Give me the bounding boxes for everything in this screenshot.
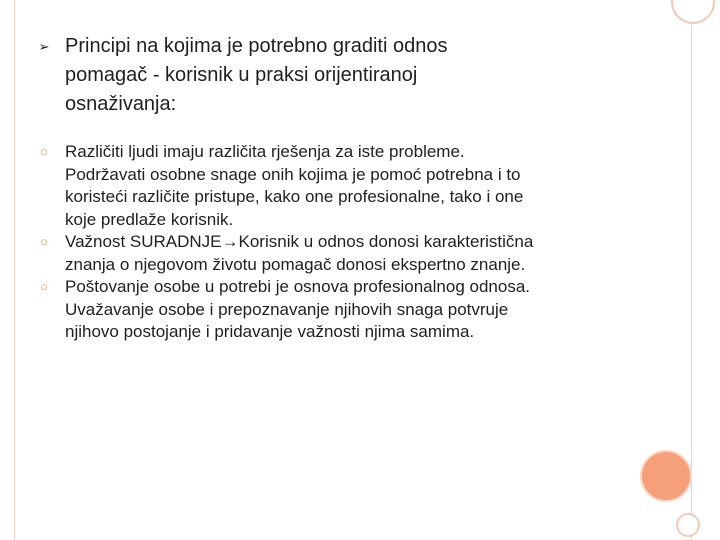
list-item — [37, 276, 637, 344]
circle-bullet-icon: ○ — [40, 234, 48, 249]
circle-bullet-icon: ○ — [40, 144, 48, 159]
heading-bullet — [37, 32, 637, 119]
decorative-circle-small — [676, 513, 700, 537]
circle-bullet-icon: ○ — [40, 279, 48, 294]
slide-content — [37, 32, 637, 344]
decorative-circle-large — [640, 450, 692, 502]
list-item-text: Poštovanje osobe u potrebi je osnova profesionalnog odnosa. Uvažavanje osobe i prepoznavanje njihovih snaga potvruje njihovo postojanje i pridavanje važnosti njima samima. — [65, 277, 531, 341]
list-item — [37, 141, 637, 231]
arrow-bullet-icon: ➢ — [38, 39, 50, 54]
list-item-text: Važnost SURADNJE→Korisnik u odnos donosi karakteristična znanja o njegovom životu pomagač donosi ekspertno znanje. — [65, 232, 534, 274]
list-item — [37, 231, 637, 276]
heading-text: Principi na kojima je potrebno graditi odnos pomagač - korisnik u praksi orijentiranoj osnaživanja: — [65, 35, 448, 115]
list-item-text: Različiti ljudi imaju različita rješenja za iste probleme. Podržavati osobne snage onih kojima je pomoć potrebna i to koristeći različite pristupe, kako one profesionalne, tako i one koje predlaže korisnik. — [65, 142, 524, 229]
